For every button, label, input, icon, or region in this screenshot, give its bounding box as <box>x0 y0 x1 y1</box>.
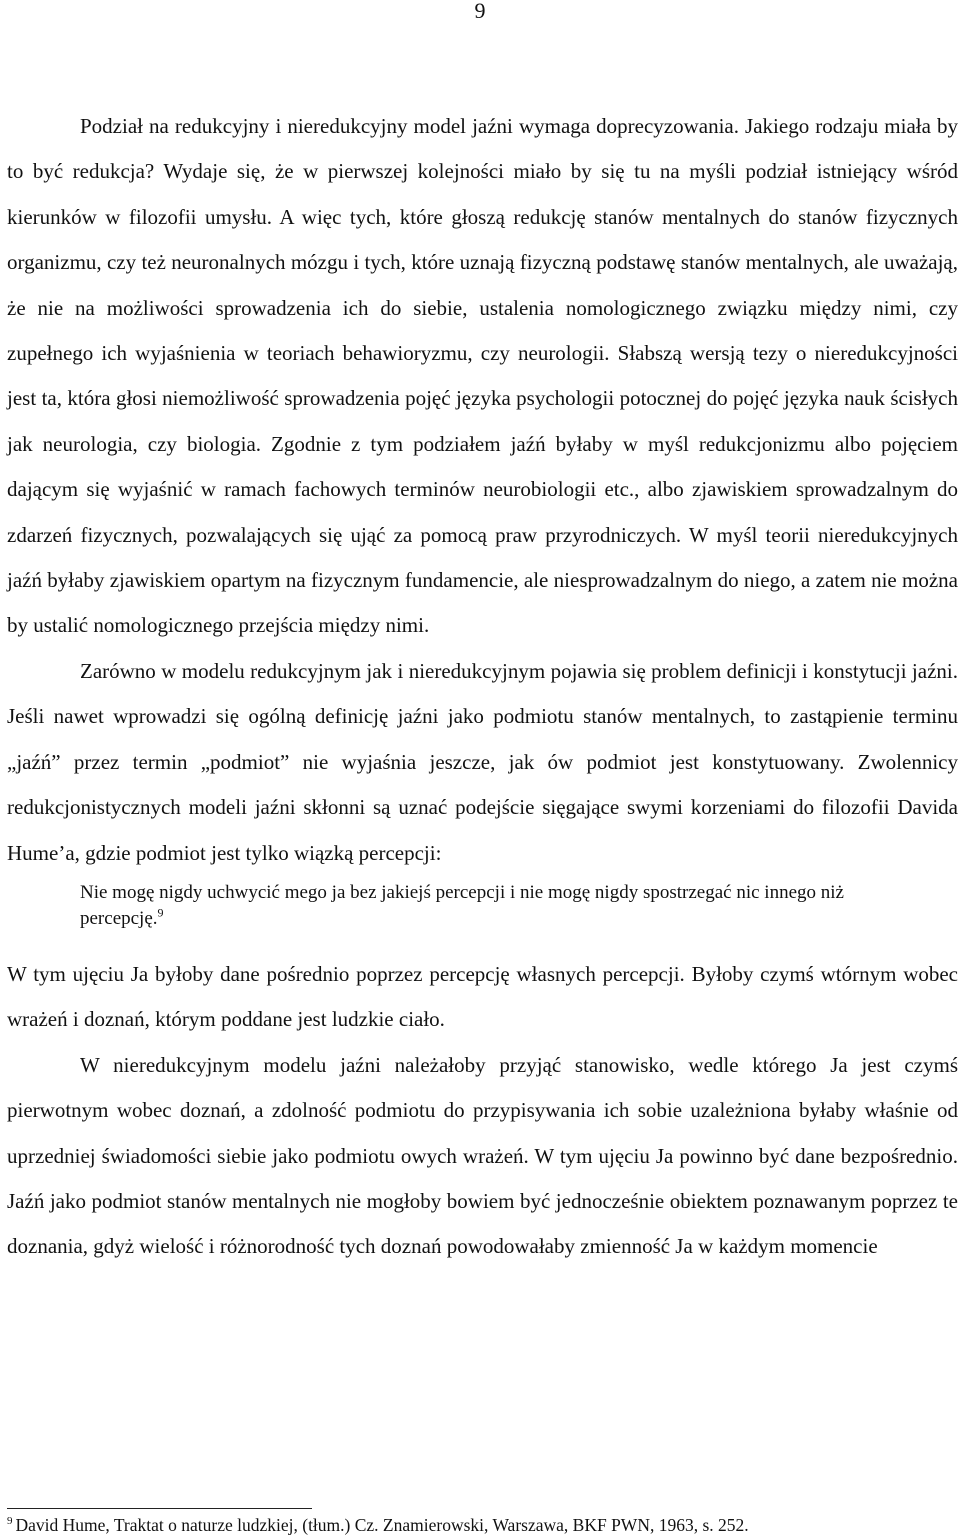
paragraph-reduction-division: Podział na redukcyjny i nieredukcyjny model jaźni wymaga doprecyzowania. Jakiego rodzaju miała by to być redukcja? Wydaje się, że w pierwszej kolejności miało by się tu na myśli podział istniejący wśród kierunków w filozofii umysłu. A więc tych, które głoszą redukcję stanów mentalnych do stanów fizycznych organizmu, czy też neuronalnych mózgu i tych, które uznają fizyczną podstawę stanów mentalnych, ale uważają, że nie na możliwości sprowadzenia ich do siebie, ustalenia nomologicznego związku między nimi, czy zupełnego ich wyjaśnienia w teoriach behawioryzmu, czy neurologii. Słabszą wersją tezy o nieredukcyjności jest ta, która głosi niemożliwość sprowadzenia pojęć języka psychologii potocznej do pojęć języka nauk ścisłych jak neurologia, czy biologia. Zgodnie z tym podziałem jaźń byłaby w myśl redukcjonizmu albo pojęciem dającym się wyjaśnić w ramach fachowych terminów neurobiologii etc., albo zjawiskiem sprowadzalnym do zdarzeń fizycznych, pozwalających się ująć za pomocą praw przyrodniczych. W myśl teorii nieredukcyjnych jaźń byłaby zjawiskiem opartym na fizycznym fundamencie, ale niesprowadzalnym do niego, a zatem nie można by ustalić nomologicznego przejścia między nimi. <box>7 114 958 638</box>
footnote <box>7 1514 958 1536</box>
footnote-divider <box>7 1508 312 1509</box>
block-quote-hume <box>80 880 890 932</box>
block-quote-text: Nie mogę nigdy uchwycić mego ja bez jakiejś percepcji i nie mogę nigdy spostrzegać nic innego niż percepcję. <box>80 881 844 929</box>
footnote-text: David Hume, Traktat o naturze ludzkiej, (tłum.) Cz. Znamierowski, Warszawa, BKF PWN, 1963, s. 252. <box>15 1515 749 1535</box>
paragraph-definition-problem: Zarówno w modelu redukcyjnym jak i nieredukcyjnym pojawia się problem definicji i konstytucji jaźni. Jeśli nawet wprowadzi się ogólną definicję jaźni jako podmiotu stanów mentalnych, to zastąpienie terminu „jaźń” przez termin „podmiot” nie wyjaśnia jeszcze, jak ów podmiot jest konstytuowany. Zwolennicy redukcjonistycznych modeli jaźni skłonni są uznać podejście sięgające swymi korzeniami do filozofii Davida Hume’a, gdzie podmiot jest tylko wiązką percepcji: <box>7 658 958 865</box>
page-number: 9 <box>474 0 486 23</box>
footnote-reference: 9 <box>157 905 164 920</box>
body-text <box>7 104 958 1270</box>
footnote-mark: 9 <box>7 1515 13 1528</box>
paragraph-indirect-self: W tym ujęciu Ja byłoby dane pośrednio poprzez percepcję własnych percepcji. Byłoby czymś wtórnym wobec wrażeń i doznań, którym poddane jest ludzkie ciało. <box>7 961 958 1032</box>
paragraph-nonreductive-model: W nieredukcyjnym modelu jaźni należałoby przyjąć stanowisko, wedle którego Ja jest czymś pierwotnym wobec doznań, a zdolność podmiotu do przypisywania ich sobie uzależniona byłaby właśnie od uprzedniej świadomości siebie jako podmiotu owych wrażeń. W tym ujęciu Ja powinno być dane bezpośrednio. Jaźń jako podmiot stanów mentalnych nie mogłoby bowiem być jednocześnie obiektem poznawanym poprzez te doznania, gdyż wielość i różnorodność tych doznań powodowałaby zmienność Ja w każdym momencie <box>7 1052 958 1259</box>
